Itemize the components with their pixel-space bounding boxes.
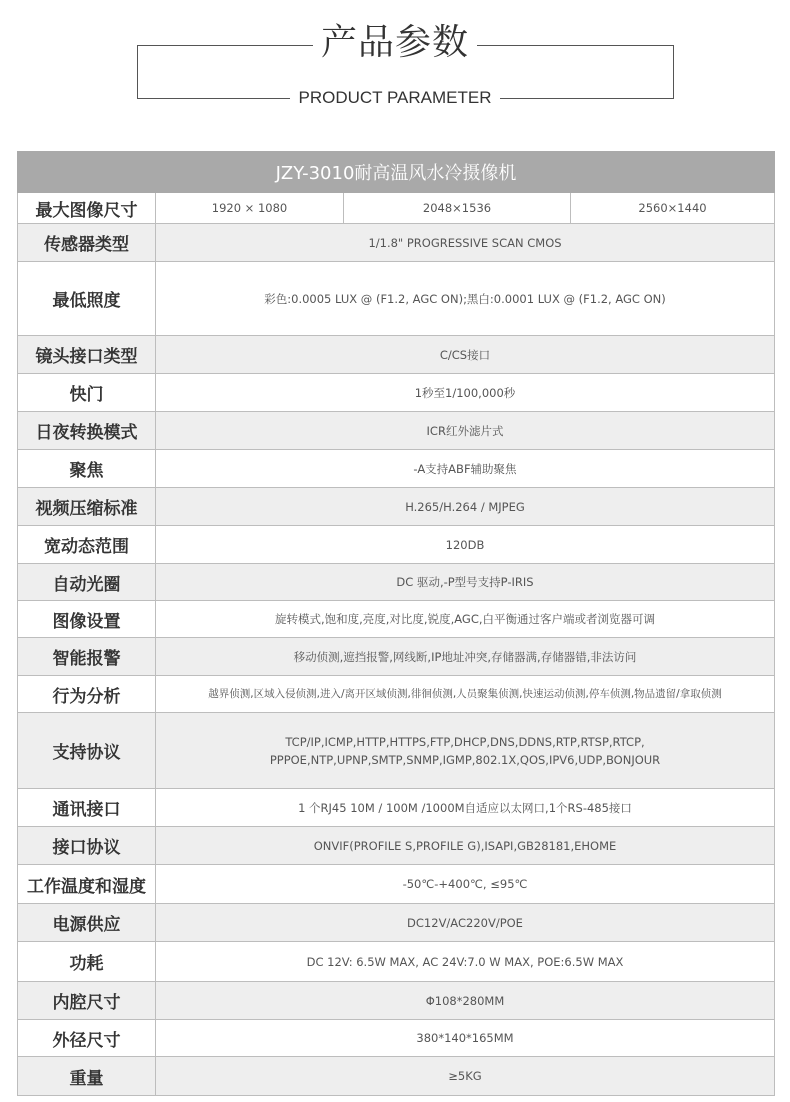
spec-table <box>17 151 775 1096</box>
table-row <box>18 904 775 942</box>
table-row <box>18 488 775 526</box>
row-value: 越界侦测,区域入侵侦测,进入/离开区域侦测,徘徊侦测,人员聚集侦测,快速运动侦测,停车侦测,物品遗留/拿取侦测 <box>156 676 775 713</box>
row-label: 镜头接口类型 <box>18 336 156 374</box>
table-row <box>18 374 775 412</box>
table-row <box>18 601 775 638</box>
row-value: 120DB <box>156 526 775 564</box>
page-title-text: 产品参数 <box>313 18 477 68</box>
table-row <box>18 1020 775 1057</box>
row-value: 彩色:0.0005 LUX @ (F1.2, AGC ON);黑白:0.0001 LUX @ (F1.2, AGC ON) <box>156 262 775 336</box>
table-row <box>18 262 775 336</box>
row-label: 快门 <box>18 374 156 412</box>
row-value: Φ108*280MM <box>156 982 775 1020</box>
table-caption: JZY-3010耐高温风水冷摄像机 <box>18 152 775 193</box>
table-row-resolution <box>18 193 775 224</box>
row-label: 电源供应 <box>18 904 156 942</box>
row-label: 智能报警 <box>18 638 156 676</box>
row-label: 接口协议 <box>18 827 156 865</box>
table-row <box>18 224 775 262</box>
protocol-line-1: TCP/IP,ICMP,HTTP,HTTPS,FTP,DHCP,DNS,DDNS,RTP,RTSP,RTCP, <box>285 734 645 749</box>
table-row <box>18 865 775 904</box>
row-label: 支持协议 <box>18 713 156 789</box>
row-label: 自动光圈 <box>18 564 156 601</box>
table-row <box>18 713 775 789</box>
row-label: 外径尺寸 <box>18 1020 156 1057</box>
table-row <box>18 1057 775 1096</box>
table-row <box>18 564 775 601</box>
row-label: 图像设置 <box>18 601 156 638</box>
table-row <box>18 982 775 1020</box>
row-label: 行为分析 <box>18 676 156 713</box>
row-value: 移动侦测,遮挡报警,网线断,IP地址冲突,存储器满,存储器错,非法访问 <box>156 638 775 676</box>
table-row <box>18 638 775 676</box>
row-label: 聚焦 <box>18 450 156 488</box>
row-value: ≥5KG <box>156 1057 775 1096</box>
row-value: 1 个RJ45 10M / 100M /1000M自适应以太网口,1个RS-485接口 <box>156 789 775 827</box>
page-subtitle <box>0 86 790 110</box>
row-label: 功耗 <box>18 942 156 982</box>
table-row <box>18 789 775 827</box>
row-label: 视频压缩标准 <box>18 488 156 526</box>
row-label: 最低照度 <box>18 262 156 336</box>
table-row <box>18 412 775 450</box>
row-value: C/CS接口 <box>156 336 775 374</box>
row-value: -50℃-+400℃, ≤95℃ <box>156 865 775 904</box>
row-label: 工作温度和湿度 <box>18 865 156 904</box>
row-value: DC 驱动,-P型号支持P-IRIS <box>156 564 775 601</box>
table-row <box>18 450 775 488</box>
table-row <box>18 526 775 564</box>
row-label: 传感器类型 <box>18 224 156 262</box>
table-row <box>18 827 775 865</box>
resolution-value-1: 1920 × 1080 <box>156 193 344 224</box>
resolution-value-3: 2560×1440 <box>571 193 775 224</box>
row-label: 重量 <box>18 1057 156 1096</box>
page-subtitle-text: PRODUCT PARAMETER <box>290 86 499 110</box>
row-value: DC12V/AC220V/POE <box>156 904 775 942</box>
table-caption-row <box>18 152 775 193</box>
row-value: 1/1.8" PROGRESSIVE SCAN CMOS <box>156 224 775 262</box>
row-value: H.265/H.264 / MJPEG <box>156 488 775 526</box>
row-value: DC 12V: 6.5W MAX, AC 24V:7.0 W MAX, POE:6.5W MAX <box>156 942 775 982</box>
row-value: 380*140*165MM <box>156 1020 775 1057</box>
page-header <box>0 0 790 130</box>
row-value: 旋转模式,饱和度,亮度,对比度,锐度,AGC,白平衡通过客户端或者浏览器可调 <box>156 601 775 638</box>
resolution-value-2: 2048×1536 <box>344 193 571 224</box>
row-label: 通讯接口 <box>18 789 156 827</box>
protocol-line-2: PPPOE,NTP,UPNP,SMTP,SNMP,IGMP,802.1X,QOS,IPV6,UDP,BONJOUR <box>269 752 661 767</box>
table-row <box>18 942 775 982</box>
table-row <box>18 676 775 713</box>
row-value: ICR红外滤片式 <box>156 412 775 450</box>
row-label: 日夜转换模式 <box>18 412 156 450</box>
row-label: 宽动态范围 <box>18 526 156 564</box>
row-label: 内腔尺寸 <box>18 982 156 1020</box>
row-label: 最大图像尺寸 <box>18 193 156 224</box>
page-title <box>0 18 790 68</box>
row-value: 1秒至1/100,000秒 <box>156 374 775 412</box>
row-value <box>156 713 775 789</box>
row-value: -A支持ABF辅助聚焦 <box>156 450 775 488</box>
table-row <box>18 336 775 374</box>
row-value: ONVIF(PROFILE S,PROFILE G),ISAPI,GB28181,EHOME <box>156 827 775 865</box>
